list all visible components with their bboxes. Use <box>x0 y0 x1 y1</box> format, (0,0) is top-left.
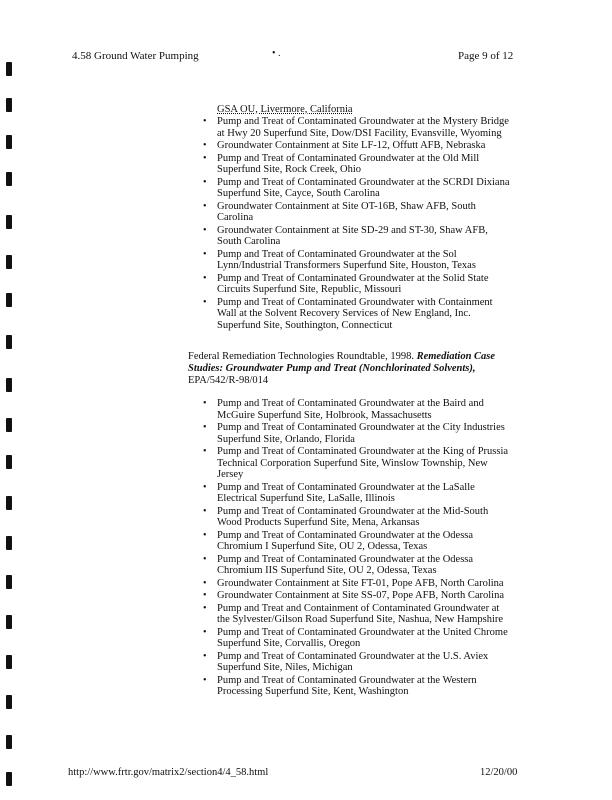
scan-mark <box>6 575 12 589</box>
list-item[interactable]: • Pump and Treat of Contaminated Groundwater at the Odessa Chromium IIS Superfund Site, OU 2, Odessa, Texas <box>217 554 513 577</box>
scan-mark <box>6 293 12 307</box>
scan-mark <box>6 615 12 629</box>
list-item[interactable]: • Pump and Treat of Contaminated Groundwater at the LaSalle Electrical Superfund Site, LaSalle, Illinois <box>217 482 513 505</box>
scan-mark <box>6 772 12 786</box>
page-header-title: 4.58 Ground Water Pumping <box>72 50 199 62</box>
scan-mark <box>6 378 12 392</box>
citation-title: Remediation Case Studies: Groundwater Pump and Treat (Nonchlorinated Solvents), <box>188 351 496 374</box>
scan-mark <box>6 735 12 749</box>
scan-mark <box>6 335 12 349</box>
footer-date: 12/20/00 <box>480 767 518 778</box>
scan-mark <box>6 655 12 669</box>
list-item[interactable]: • Pump and Treat of Contaminated Groundwater at the King of Prussia Technical Corporation Superfund Site, Winslow Township, New Jersey <box>217 446 513 481</box>
list-item[interactable]: • Pump and Treat of Contaminated Groundwater at the U.S. Aviex Superfund Site, Niles, Michigan <box>217 651 513 674</box>
list-item[interactable]: • Groundwater Containment at Site LF-12, Offutt AFB, Nebraska <box>217 140 513 152</box>
list-item[interactable]: • Pump and Treat of Contaminated Groundwater at the Solid State Circuits Superfund Site, Republic, Missouri <box>217 273 513 296</box>
footer-url[interactable]: http://www.frtr.gov/matrix2/section4/4_58.html <box>68 767 269 778</box>
list-item[interactable]: • Pump and Treat of Contaminated Groundwater at the City Industries Superfund Site, Orlando, Florida <box>217 422 513 445</box>
list-item[interactable]: • Pump and Treat of Contaminated Groundwater at the Old Mill Superfund Site, Rock Creek, Ohio <box>217 153 513 176</box>
list-item[interactable]: • Pump and Treat of Contaminated Groundwater at the Mystery Bridge at Hwy 20 Superfund Site, Dow/DSI Facility, Evansville, Wyoming <box>217 116 513 139</box>
list-item[interactable]: • Groundwater Containment at Site FT-01, Pope AFB, North Carolina <box>217 578 513 590</box>
scan-mark <box>6 135 12 149</box>
list-item[interactable]: • Pump and Treat of Contaminated Groundwater with Containment Wall at the Solvent Recovery Services of New England, Inc. Superfund Site, Southington, Connecticut <box>217 297 513 332</box>
list-item[interactable]: • Pump and Treat of Contaminated Groundwater at the Sol Lynn/Industrial Transformers Superfund Site, Houston, Texas <box>217 249 513 272</box>
list-item[interactable]: • Pump and Treat and Containment of Contaminated Groundwater at the Sylvester/Gilson Road Superfund Site, Nashua, New Hampshire <box>217 603 513 626</box>
citation <box>188 351 518 387</box>
scan-mark <box>6 418 12 432</box>
list-item[interactable]: • Pump and Treat of Contaminated Groundwater at the Western Processing Superfund Site, Kent, Washington <box>217 675 513 698</box>
scan-mark <box>6 536 12 550</box>
citation-suffix: EPA/542/R-98/014 <box>188 375 269 386</box>
scan-mark <box>6 98 12 112</box>
list-item[interactable]: • Groundwater Containment at Site SD-29 and ST-30, Shaw AFB, South Carolina <box>217 225 513 248</box>
list-item[interactable]: • Pump and Treat of Contaminated Groundwater at the Mid-South Wood Products Superfund Site, Mena, Arkansas <box>217 506 513 529</box>
case-study-list-2 <box>217 398 513 699</box>
case-study-list-1 <box>217 116 513 332</box>
list-item[interactable]: • Pump and Treat of Contaminated Groundwater at the Odessa Chromium I Superfund Site, OU 2, Odessa, Texas <box>217 530 513 553</box>
scan-mark <box>6 255 12 269</box>
header-mark: • . <box>272 48 281 59</box>
list-item[interactable]: • Groundwater Containment at Site SS-07, Pope AFB, North Carolina <box>217 590 513 602</box>
page-number: Page 9 of 12 <box>458 50 514 62</box>
list-item[interactable]: • Pump and Treat of Contaminated Groundwater at the United Chrome Superfund Site, Corvallis, Oregon <box>217 627 513 650</box>
scan-mark <box>6 215 12 229</box>
continuation-text: GSA OU, Livermore, California <box>217 104 353 115</box>
scan-mark <box>6 695 12 709</box>
list-item[interactable]: • Pump and Treat of Contaminated Groundwater at the SCRDI Dixiana Superfund Site, Cayce, South Carolina <box>217 177 513 200</box>
scan-mark <box>6 455 12 469</box>
citation-prefix: Federal Remediation Technologies Roundtable, 1998. <box>188 351 414 362</box>
scan-mark <box>6 172 12 186</box>
list-item[interactable]: • Groundwater Containment at Site OT-16B, Shaw AFB, South Carolina <box>217 201 513 224</box>
scan-mark <box>6 62 12 76</box>
list-item[interactable]: • Pump and Treat of Contaminated Groundwater at the Baird and McGuire Superfund Site, Holbrook, Massachusetts <box>217 398 513 421</box>
scan-mark <box>6 496 12 510</box>
